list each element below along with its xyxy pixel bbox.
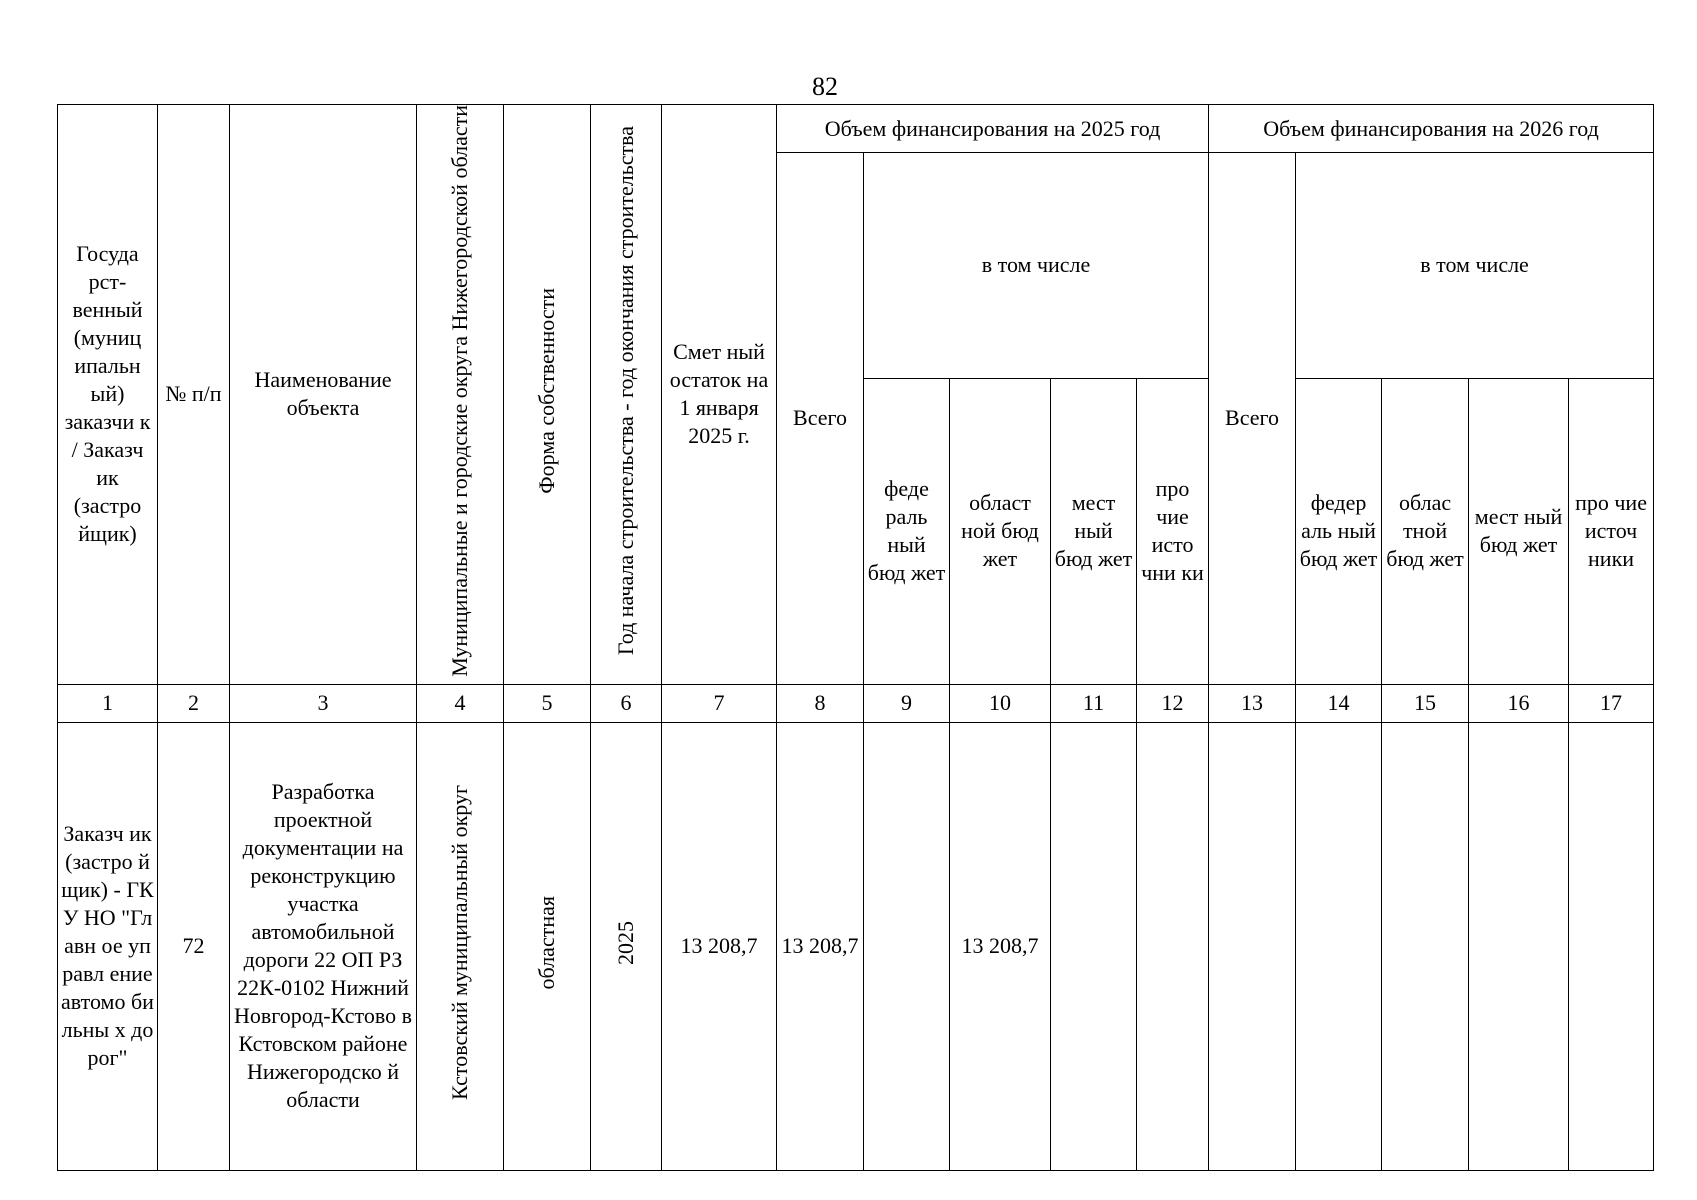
column-number: 16 [1469,684,1569,722]
cell-total-2026 [1209,722,1296,1170]
header-local-2025: мест ный бюд жет [1051,378,1137,684]
column-number: 1 [58,684,158,722]
header-including-2025: в том числе [864,153,1209,379]
cell-estimated-balance: 13 208,7 [662,722,777,1170]
header-number: № п/п [158,105,230,685]
column-number: 14 [1296,684,1382,722]
cell-federal-2026 [1296,722,1382,1170]
cell-federal-2025 [864,722,950,1170]
cell-other-2025 [1137,722,1209,1170]
cell-regional-2025: 13 208,7 [950,722,1051,1170]
header-name: Наименование объекта [230,105,417,685]
column-number: 7 [662,684,777,722]
column-number: 10 [950,684,1051,722]
cell-name: Разработка проектной документации на реконструкцию участка автомобильной дороги 22 ОП РЗ 22К-0102 Нижний Новгород-Кстово в Кстовском районе Нижегородско й области [230,722,417,1170]
cell-ownership [504,722,591,1170]
header-including-2026: в том числе [1296,153,1654,379]
column-number: 12 [1137,684,1209,722]
header-federal-2026: федер аль ный бюд жет [1296,378,1382,684]
table-row [58,722,1654,1170]
header-funding-2025: Объем финансирования на 2025 год [777,105,1209,153]
column-number: 17 [1569,684,1654,722]
page-number: 82 [812,72,838,101]
header-municipality-text: Муниципальные и городские округа Нижегородской области [447,105,472,677]
header-total-2025: Всего [777,153,864,685]
cell-municipality-text: Кстовский муниципальный округ [447,785,472,1101]
column-number: 9 [864,684,950,722]
column-number-row [58,684,1654,722]
cell-years [591,722,662,1170]
cell-customer: Заказч ик (застро йщик) - ГКУ НО "Главн ое управл ение автомо бильны х дорог" [58,722,158,1170]
column-number: 3 [230,684,417,722]
cell-years-text: 2025 [613,920,638,965]
header-regional-2025: област ной бюд жет [950,378,1051,684]
column-number: 4 [417,684,504,722]
cell-local-2026 [1469,722,1569,1170]
cell-regional-2026 [1382,722,1469,1170]
header-regional-2026: облас тной бюд жет [1382,378,1469,684]
header-funding-2026: Объем финансирования на 2026 год [1209,105,1654,153]
column-number: 8 [777,684,864,722]
column-number: 11 [1051,684,1137,722]
cell-other-2026 [1569,722,1654,1170]
header-total-2026: Всего [1209,153,1296,685]
header-federal-2025: феде раль ный бюд жет [864,378,950,684]
header-customer: Госуда рст-венный (муниц ипальн ый) заказчи к / Заказч ик (застро йщик) [58,105,158,685]
funding-table [57,104,1654,1171]
column-number: 13 [1209,684,1296,722]
header-years [591,105,662,685]
header-row-group [58,105,1654,153]
header-local-2026: мест ный бюд жет [1469,378,1569,684]
column-number: 6 [591,684,662,722]
cell-number: 72 [158,722,230,1170]
cell-total-2025: 13 208,7 [777,722,864,1170]
column-number: 2 [158,684,230,722]
column-number: 5 [504,684,591,722]
header-other-2026: про чие источ ники [1569,378,1654,684]
cell-municipality [417,722,504,1170]
header-estimated-balance: Смет ный остаток на 1 января 2025 г. [662,105,777,685]
cell-ownership-text: областная [534,895,559,990]
header-ownership [504,105,591,685]
cell-local-2025 [1051,722,1137,1170]
header-years-text: Год начала строительства - год окончания строительства [613,126,638,656]
column-number: 15 [1382,684,1469,722]
header-other-2025: про чие исто чни ки [1137,378,1209,684]
header-municipality [417,105,504,685]
header-ownership-text: Форма собственности [534,287,559,494]
